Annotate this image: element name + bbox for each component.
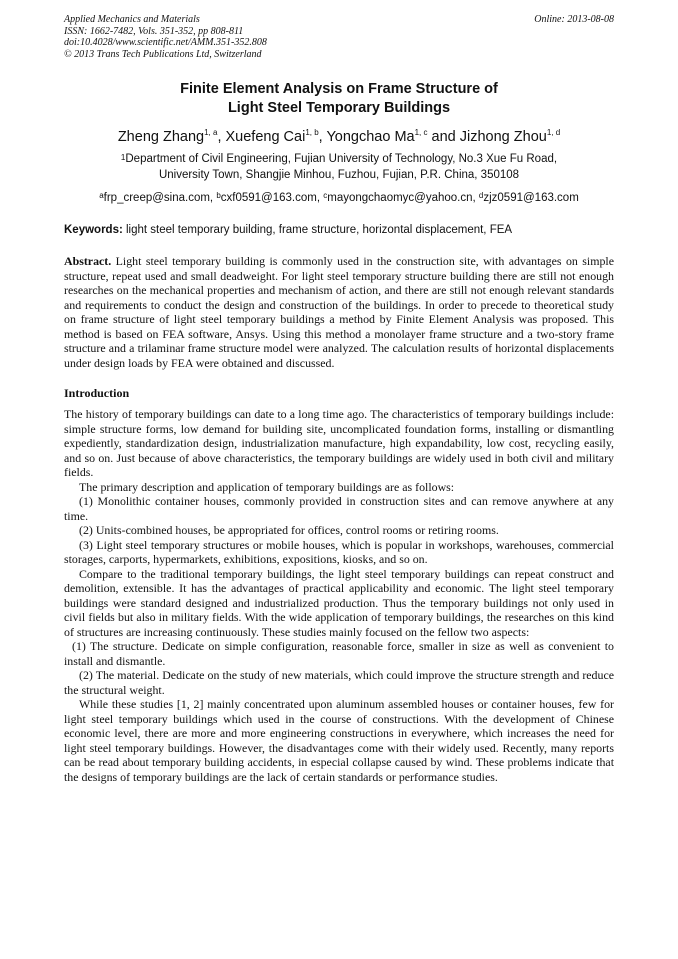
paper-title [64,80,614,118]
author-sup: 1, a [204,128,218,137]
journal-name: Applied Mechanics and Materials [64,14,200,25]
author-name: Jizhong Zhou [459,129,547,145]
copyright-line: © 2013 Trans Tech Publications Ltd, Switzerland [64,48,262,60]
list-item: (1) The structure. Dedicate on simple configuration, reasonable force, smaller in size as well as convenient to install and dismantle. [64,639,614,668]
email-address: mayongchaomyc@yahoo.cn, [327,192,479,204]
affiliation-sup: 1 [120,153,126,162]
keywords [64,224,614,236]
author-sup: 1, d [546,128,561,137]
section-heading-introduction: Introduction [64,386,130,400]
author-name: Xuefeng Cai [225,129,306,145]
list-item: (2) The material. Dedicate on the study of new materials, which could improve the structure strength and reduce the structural weight. [64,668,614,697]
affiliation-line-2: University Town, Shangjie Minhou, Fuzhou, Fujian, P.R. China, 350108 [158,169,520,181]
email-address: zjz0591@163.com [483,192,579,204]
abstract [64,254,614,370]
author-name: Yongchao Ma [326,129,415,145]
keywords-text: light steel temporary building, frame structure, horizontal displacement, FEA [122,224,513,236]
online-date: Online: 2013-08-08 [534,14,614,25]
author-name: Zheng Zhang [117,129,205,145]
email-sup: b [216,191,221,200]
keywords-label: Keywords: [64,224,123,236]
email-address: cxf0591@163.com, [220,192,324,204]
email-sup: c [323,191,328,200]
author-sep: and [427,129,460,145]
affiliation-line-1: Department of Civil Engineering, Fujian University of Technology, No.3 Xue Fu Road, [125,153,558,165]
list-item: (2) Units-combined houses, be appropriated for offices, control rooms or retiring rooms. [79,523,499,537]
abstract-label: Abstract. [64,254,112,268]
title-line-1: Finite Element Analysis on Frame Structure of [180,81,498,97]
title-line-2: Light Steel Temporary Buildings [227,100,451,116]
email-sup: d [478,191,484,200]
journal-header [64,14,614,60]
author-sup: 1, c [414,128,428,137]
paragraph: Compare to the traditional temporary buildings, the light steel temporary buildings can repeat construct and demolition, extensible. It has the advantages of practical applicability and economic. The light steel temporary buildings were standard designed and industrialized production. Thus the temporary buildings not only used in civil fields but also in military fields. With the wide application of temporary buildings, the researches on this kind of structures are increasing continuously. These studies mainly focused on the fellow two aspects: [64,566,614,639]
author-sup: 1, b [305,128,319,137]
list-item: (1) Monolithic container houses, commonly provided in construction sites and can remove anywhere at any time. [64,494,614,523]
issn-line: ISSN: 1662-7482, Vols. 351-352, pp 808-811 [64,25,244,37]
list-item: (3) Light steel temporary structures or mobile houses, which is popular in workshops, warehouses, commercial storages, carports, hypermarkets, exhibitions, expositions, kiosks, and so on. [64,537,614,566]
paragraph: While these studies [1, 2] mainly concentrated upon aluminum assembled houses or container houses, few for light steel temporary buildings which used in the course of constructions. With the development of Chinese economic level, there are more and more engineering constructions in everywhere, which increases the need for light steel temporary buildings. However, the disadvantages come with their widely used. Recently, many reports can be read about temporary building accidents, in especial collapse caused by wind. These problems indicate that the designs of temporary buildings are the lack of certain standards or performance studies. [64,697,614,784]
author-list [64,129,614,145]
author-sep: , [318,129,327,145]
introduction-body [64,407,614,784]
affiliation [64,151,614,183]
author-sep: , [217,129,226,145]
paragraph: The primary description and application of temporary buildings are as follows: [79,479,455,494]
email-sup: a [99,191,104,200]
abstract-text: Light steel temporary building is commonly used in the construction site, with advantages on simple structure, repeat used and small deadweight. For light steel temporary structure building there are still not enough researches on the mechanical properties and mechanism of action, and there are still not enough relevant standards and requirements to conduct the design and construction of the buildings. In order to precede to theoretical study on frame structure of light steel temporary buildings a method by Finite Element Analysis was proposed. This method is based on FEA software, Ansys. Using this method a monolayer frame structure and a two-story frame structure and a trilaminar frame structure model were analyzed. The calculation results of horizontal displacements under design loads by FEA were obtained and discussed. [64,254,614,370]
doi-line: doi:10.4028/www.scientific.net/AMM.351-352.808 [64,37,267,48]
email-list [64,192,614,204]
email-address: frp_creep@sina.com, [103,192,217,204]
paragraph: The history of temporary buildings can date to a long time ago. The characteristics of temporary buildings include: simple structure forms, low demand for building site, uncomplicated foundation forms, installing or dismantling expediently, standardization design, industrialization manufacture, high expandability, low cost, recycling easily, and so on. Just because of above characteristics, the temporary buildings are widely used in both civil and military fields. [64,407,614,479]
